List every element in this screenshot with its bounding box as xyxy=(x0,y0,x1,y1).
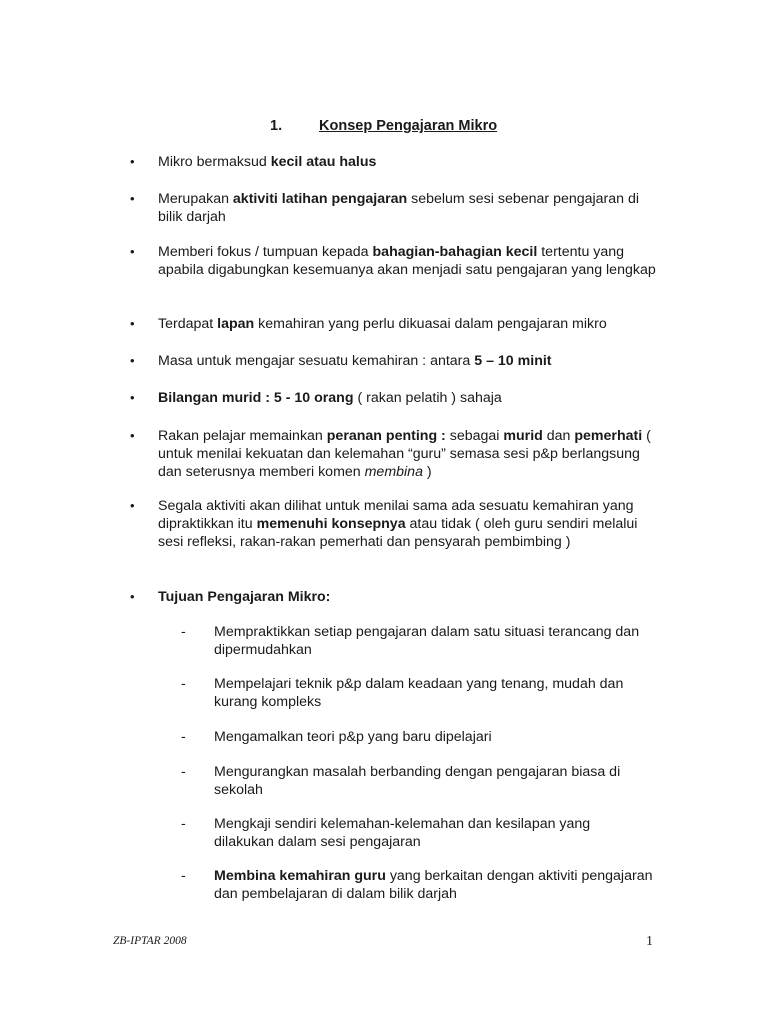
bullet-text xyxy=(158,498,637,550)
bullet-text xyxy=(158,191,639,225)
sublist-text xyxy=(214,764,620,798)
bullet-item xyxy=(130,427,658,481)
dash-icon: - xyxy=(181,868,186,884)
dash-icon: - xyxy=(181,676,186,692)
bullet-icon: • xyxy=(130,589,135,604)
bullet-icon: • xyxy=(130,154,135,169)
bullet-icon: • xyxy=(130,316,135,331)
section-heading xyxy=(270,117,497,135)
text-run: Rakan pelajar memainkan xyxy=(158,428,327,444)
bullet-text xyxy=(158,154,376,170)
text-run: atau tidak ( oleh guru sendiri melalui sesi refleksi, rakan-rakan pemerhati dan pensyarah pembimbing ) xyxy=(158,516,638,550)
bullet-text xyxy=(158,390,502,406)
bullet-text xyxy=(158,353,552,369)
bullet-icon: • xyxy=(130,390,135,405)
text-run: kemahiran yang perlu dikuasai dalam pengajaran mikro xyxy=(254,316,607,332)
sublist-item xyxy=(181,815,654,851)
text-run: yang berkaitan dengan aktiviti pengajaran dan pembelajaran di dalam bilik darjah xyxy=(214,868,653,902)
sublist-text xyxy=(214,676,623,710)
dash-icon: - xyxy=(181,624,186,640)
sublist-text xyxy=(214,816,590,850)
bullet-icon: • xyxy=(130,498,135,513)
sublist-item xyxy=(181,675,654,711)
dash-icon: - xyxy=(181,764,186,780)
bold-text: murid xyxy=(503,428,543,444)
bullet-item xyxy=(130,389,658,407)
bullet-item xyxy=(130,497,658,551)
bullet-item xyxy=(130,588,658,606)
bold-text: aktiviti latihan pengajaran xyxy=(232,191,408,207)
dash-icon: - xyxy=(181,816,186,832)
bold-text: lapan xyxy=(217,316,255,332)
italic-text: membina xyxy=(364,464,423,480)
text-run: dan xyxy=(542,428,575,444)
bullet-text xyxy=(158,589,330,605)
bold-text: pemerhati xyxy=(574,428,643,444)
bullet-icon: • xyxy=(130,428,135,443)
bold-text: Membina kemahiran guru xyxy=(214,868,386,884)
text-run: Mengkaji sendiri kelemahan-kelemahan dan kesilapan yang dilakukan dalam sesi pengajaran xyxy=(214,816,591,850)
text-run: tertentu yang apabila digabungkan kesemuanya akan menjadi satu pengajaran yang lengkap xyxy=(158,244,656,278)
heading-title: Konsep Pengajaran Mikro xyxy=(319,118,498,134)
bullet-item xyxy=(130,315,658,333)
page-number: 1 xyxy=(646,934,653,949)
bullet-icon: • xyxy=(130,191,135,206)
text-run: Memberi fokus / tumpuan kepada xyxy=(158,244,373,260)
bullet-text xyxy=(158,428,651,480)
bullet-text xyxy=(158,244,656,278)
sublist-item xyxy=(181,728,654,746)
dash-icon: - xyxy=(181,729,186,745)
text-run: sebagai xyxy=(445,428,504,444)
text-run: Mempelajari teknik p&p dalam keadaan yang tenang, mudah dan kurang kompleks xyxy=(214,676,624,710)
sublist-text xyxy=(214,868,652,902)
bullet-item xyxy=(130,153,658,171)
sublist-text xyxy=(214,624,639,658)
bullet-item xyxy=(130,352,658,370)
text-run: ( untuk menilai kekuatan dan kelemahan “guru” semasa sesi p&p berlangsung dan seterusnya memberi komen xyxy=(158,428,651,480)
text-run: Mengamalkan teori p&p yang baru dipelajari xyxy=(214,729,492,745)
text-run: Mempraktikkan setiap pengajaran dalam satu situasi terancang dan dipermudahkan xyxy=(214,624,640,658)
text-run: ) xyxy=(422,464,432,480)
text-run: Masa untuk mengajar sesuatu kemahiran : antara xyxy=(158,353,475,369)
bullet-text xyxy=(158,316,607,332)
bold-text: kecil atau halus xyxy=(270,154,377,170)
footer-label: ZB-IPTAR 2008 xyxy=(113,935,187,947)
bullet-item xyxy=(130,243,658,279)
sublist-item xyxy=(181,867,654,903)
sublist-item xyxy=(181,763,654,799)
bold-text: bahagian-bahagian kecil xyxy=(372,244,538,260)
bold-text: 5 – 10 minit xyxy=(474,353,552,369)
text-run: ( rakan pelatih ) sahaja xyxy=(353,390,502,406)
bold-text: Tujuan Pengajaran Mikro: xyxy=(158,589,331,605)
sublist-text xyxy=(214,729,492,745)
heading-number: 1. xyxy=(270,118,283,134)
bullet-icon: • xyxy=(130,353,135,368)
text-run: Mikro bermaksud xyxy=(158,154,271,170)
text-run: Segala aktiviti akan dilihat untuk menilai sama ada sesuatu kemahiran yang dipraktikkan itu xyxy=(158,498,634,532)
bullet-item xyxy=(130,190,658,226)
sublist-item xyxy=(181,623,654,659)
bold-text: peranan penting : xyxy=(326,428,446,444)
text-run: Terdapat xyxy=(158,316,218,332)
text-run: Mengurangkan masalah berbanding dengan pengajaran biasa di sekolah xyxy=(214,764,621,798)
text-run: sebelum sesi sebenar pengajaran di bilik darjah xyxy=(158,191,640,225)
bold-text: Bilangan murid : 5 - 10 orang xyxy=(158,390,354,406)
text-run: Merupakan xyxy=(158,191,233,207)
bold-text: memenuhi konsepnya xyxy=(256,516,406,532)
bullet-icon: • xyxy=(130,244,135,259)
